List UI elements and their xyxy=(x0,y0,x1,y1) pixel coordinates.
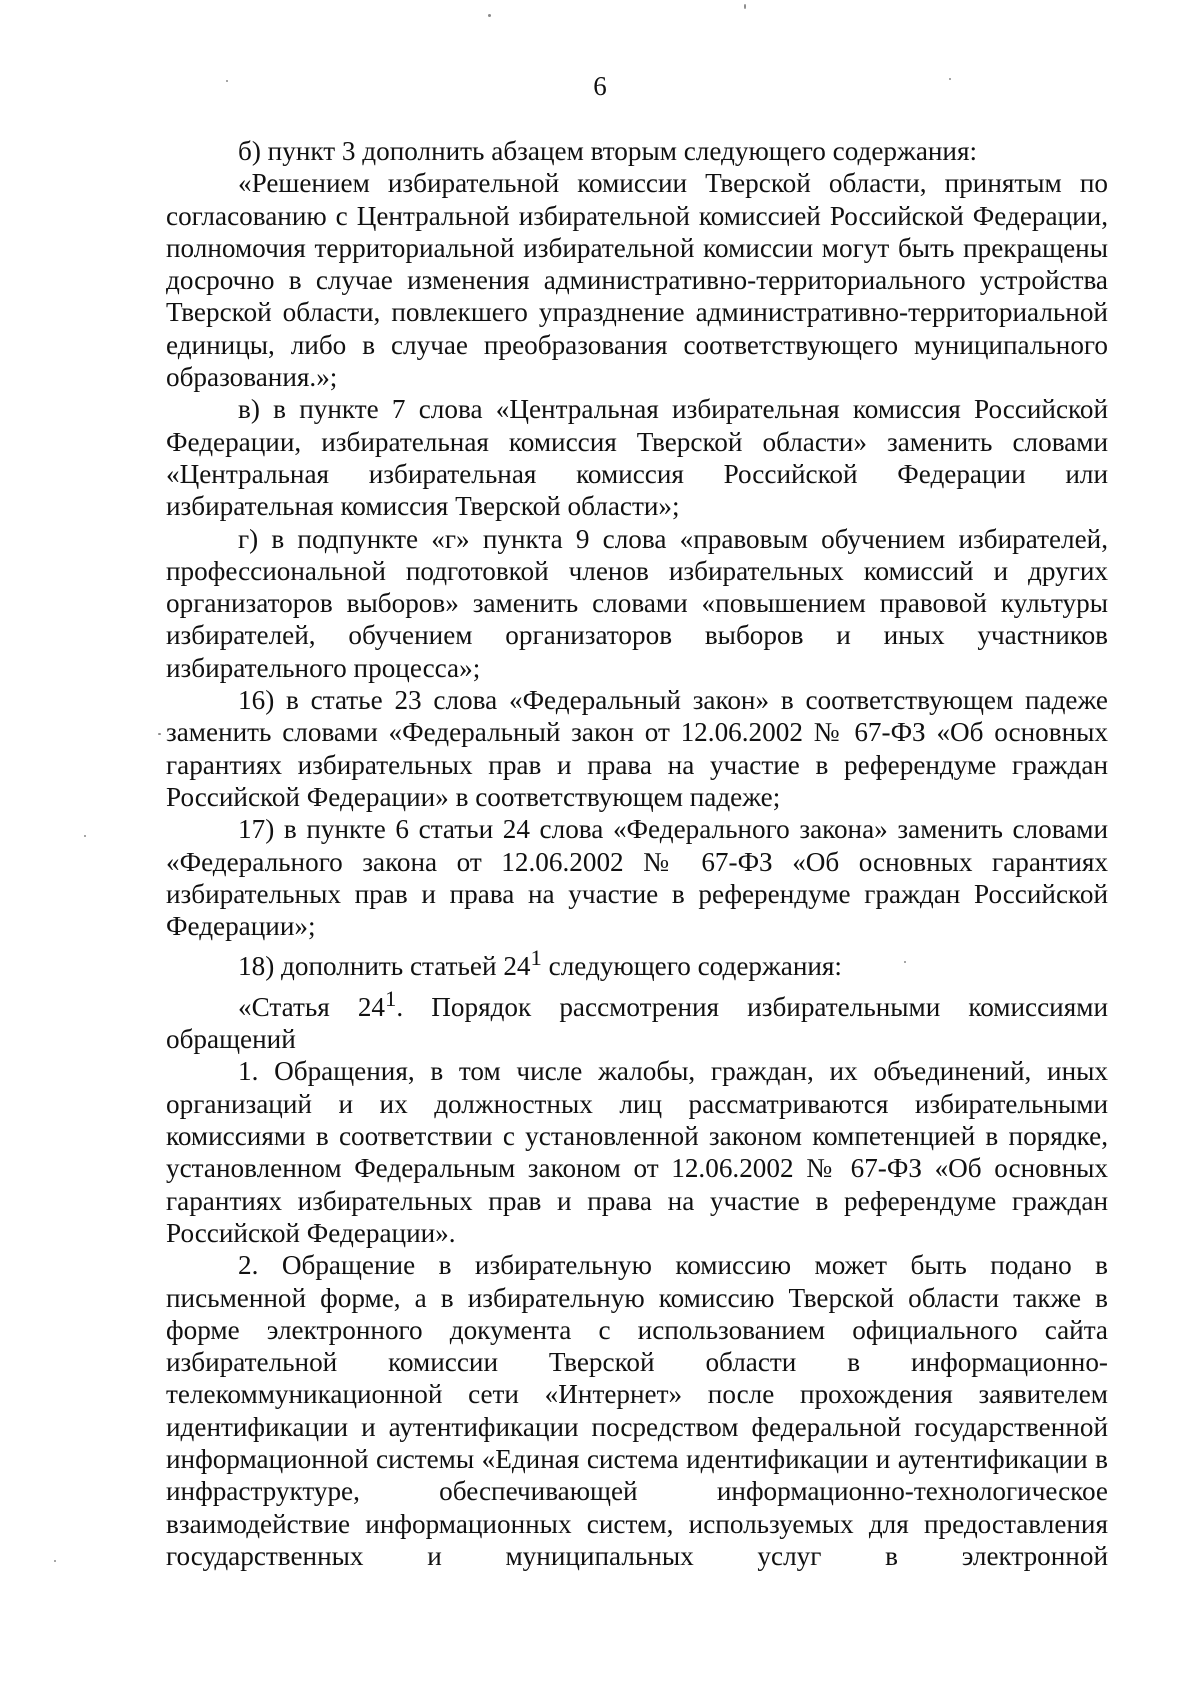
paragraph-item-17: 17) в пункте 6 статьи 24 слова «Федерального закона» заменить словами «Федерального закона от 12.06.2002 № 67-ФЗ «Об основных гарантиях избирательных прав и права на участие в референдуме граждан Российской Федерации»; xyxy=(166,814,1108,942)
scan-speck xyxy=(54,1560,56,1562)
scan-speck xyxy=(158,733,161,735)
article-clause-1: 1. Обращения, в том числе жалобы, граждан, их объединений, иных организаций и их должностных лиц рассматриваются избирательными комиссиями в соответствии с установленной законом компетенцией в порядке, установленном Федеральным законом от 12.06.2002 № 67-ФЗ «Об основных гарантиях избирательных прав и права на участие в референдуме граждан Российской Федерации». xyxy=(166,1056,1108,1248)
article-clause-2: 2. Обращение в избирательную комиссию может быть подано в письменной форме, а в избирательную комиссию Тверской области также в форме электронного документа с использованием официального сайта избирательной комиссии Тверской области в информационно-телекоммуникационной сети «Интернет» после прохождения заявителем идентификации и аутентификации посредством федеральной государственной информационной системы «Единая система идентификации и аутентификации в инфраструктуре, обеспечивающей информационно-технологическое взаимодействие информационных систем, используемых для предоставления государственных и муниципальных услуг в электронной xyxy=(166,1250,1108,1571)
paragraph-item-v: в) в пункте 7 слова «Центральная избирательная комиссия Российской Федерации, избирательная комиссия Тверской области» заменить словами «Центральная избирательная комиссия Российской Федерации или избирательная комиссия Тверской области»; xyxy=(166,394,1108,522)
paragraph-item-18 xyxy=(166,942,1108,982)
paragraph-item-18-tail: следующего содержания: xyxy=(541,951,842,982)
article-heading-title: . Порядок рассмотрения избирательными комиссиями обращений xyxy=(166,991,1108,1055)
scan-speck xyxy=(744,4,746,9)
document-body xyxy=(166,135,1108,1572)
paragraph-item-18-text: 18) дополнить статьей 24 xyxy=(238,951,531,982)
article-heading-text: «Статья 24 xyxy=(238,991,386,1022)
scan-speck xyxy=(84,835,86,837)
superscript-one: 1 xyxy=(385,985,397,1011)
scan-speck xyxy=(488,14,491,17)
paragraph-item-b: б) пункт 3 дополнить абзацем вторым следующего содержания: xyxy=(238,136,978,166)
superscript-one: 1 xyxy=(530,945,542,971)
article-heading xyxy=(166,983,1108,1056)
page-number: 6 xyxy=(593,71,607,101)
paragraph-item-16: 16) в статье 23 слова «Федеральный закон» в соответствующем падеже заменить словами «Федеральный закон от 12.06.2002 № 67-ФЗ «Об основных гарантиях избирательных прав и права на участие в референдуме граждан Российской Федерации» в соответствующем падеже; xyxy=(166,685,1108,812)
paragraph-quote-decision: «Решением избирательной комиссии Тверской области, принятым по согласованию с Центральной избирательной комиссией Российской Федерации, полномочия территориальной избирательной комиссии могут быть прекращены досрочно в случае изменения административно-территориального устройства Тверской области, повлекшего упразднение административно-территориальной единицы, либо в случае преобразования соответствующего муниципального образования.»; xyxy=(166,168,1108,393)
paragraph-item-g: г) в подпункте «г» пункта 9 слова «правовым обучением избирателей, профессиональной подготовкой членов избирательных комиссий и других организаторов выборов» заменить словами «повышением правовой культуры избирателей, обучением организаторов выборов и иных участников избирательного процесса»; xyxy=(166,523,1108,683)
